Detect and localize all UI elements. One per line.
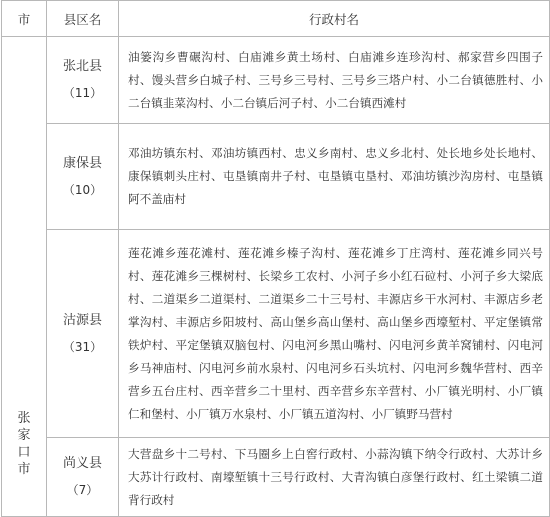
county-count: （31） (62, 339, 103, 354)
table-row (2, 230, 550, 438)
village-list: 大营盘乡十二号村、下马圈乡上白窖行政村、小蒜沟镇下纳令行政村、大苏计乡大苏计行政村、南壕堑镇十三号行政村、大青沟镇白彦堡行政村、红土梁镇二道背行政村 (119, 438, 550, 517)
county-name: 康保县 (62, 155, 102, 171)
header-villages: 行政村名 (119, 1, 550, 37)
county-count: （10） (62, 182, 103, 197)
county-cell (47, 37, 119, 124)
table-row (2, 37, 550, 124)
header-city: 市 (2, 1, 47, 37)
table-top-border (1, 0, 549, 1)
village-table (1, 0, 550, 517)
village-list: 油篓沟乡曹碾沟村、白庙滩乡黄土场村、白庙滩乡连珍沟村、郝家营乡四围子村、馒头营乡白城子村、三号乡三号村、三号乡三塔户村、小二台镇德胜村、小二台镇韭菜沟村、小二台镇后河子村、小二台镇西滩村 (119, 37, 550, 124)
header-county: 县区名 (47, 1, 119, 37)
county-cell (47, 438, 119, 517)
county-name: 沽源县 (62, 312, 102, 328)
village-list: 莲花滩乡莲花滩村、莲花滩乡榛子沟村、莲花滩乡丁庄湾村、莲花滩乡同兴号村、莲花滩乡三棵树村、长梁乡工农村、小河子乡小红石砬村、小河子乡大梁底村、二道渠乡二道渠村、二道渠乡二十三号村、丰源店乡干水河村、丰源店乡老掌沟村、丰源店乡阳坡村、高山堡乡高山堡村、高山堡乡西壕堑村、平定堡镇常铁炉村、平定堡镇双脑包村、闪电河乡黑山嘴村、闪电河乡黄羊窝铺村、闪电河乡马神庙村、闪电河乡前水泉村、闪电河乡石头坑村、闪电河乡魏华营村、西辛营乡五台庄村、西辛营乡二十里村、西辛营乡东辛营村、小厂镇光明村、小厂镇仁和堡村、小厂镇万水泉村、小厂镇五道沟村、小厂镇野马营村 (119, 230, 550, 438)
table-header-row (2, 1, 550, 37)
table-row (2, 438, 550, 517)
county-count: （11） (62, 86, 103, 100)
county-name: 尚义县 (62, 456, 102, 471)
county-cell (47, 124, 119, 230)
county-count: （7） (66, 483, 99, 497)
city-cell (2, 37, 47, 517)
table-row (2, 124, 550, 230)
city-name: 张家口市 (17, 411, 31, 477)
village-list: 邓油坊镇东村、邓油坊镇西村、忠义乡南村、忠义乡北村、处长地乡处长地村、康保镇刺头庄村、屯垦镇南井子村、屯垦镇屯垦村、邓油坊镇沙沟房村、屯垦镇阿不盖庙村 (119, 124, 550, 230)
county-cell (47, 230, 119, 438)
county-name: 张北县 (62, 59, 102, 74)
